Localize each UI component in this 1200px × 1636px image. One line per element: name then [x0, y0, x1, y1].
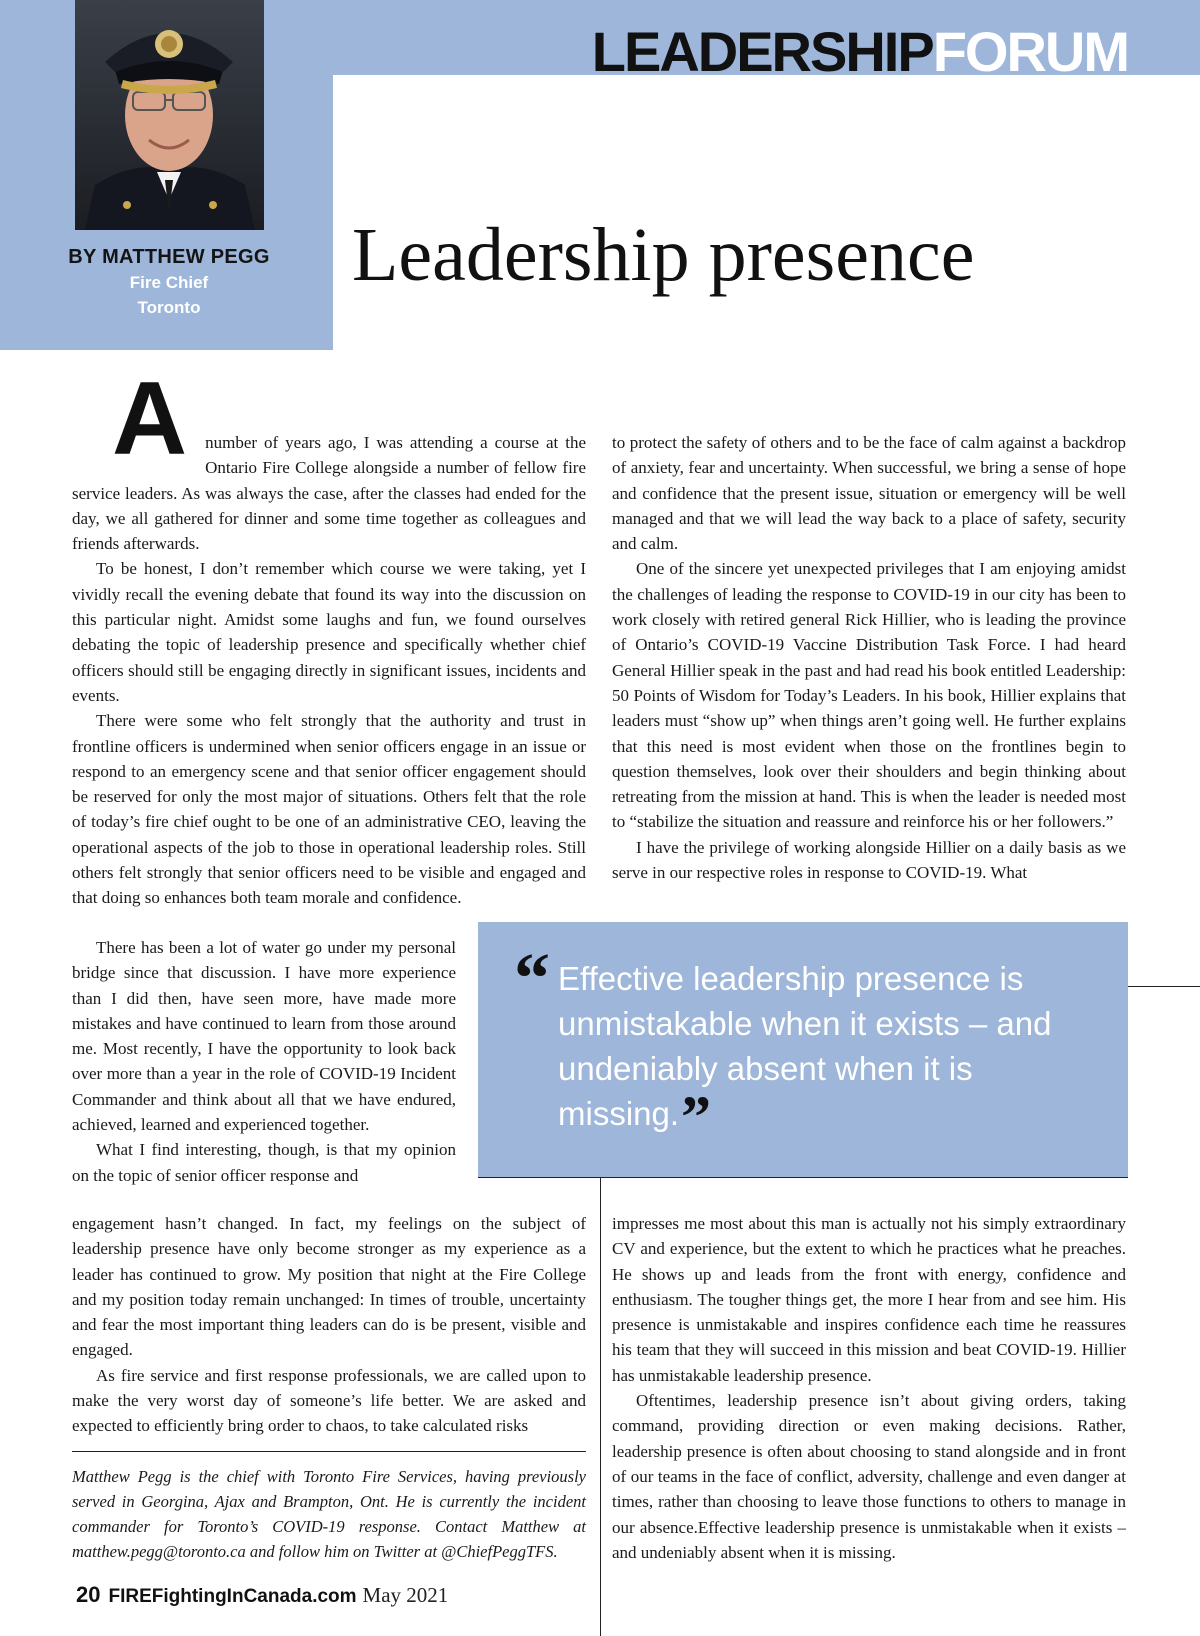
footer-issue-date: May 2021 — [362, 1583, 449, 1607]
open-quote-mark: “ — [514, 938, 550, 1018]
article-column-right-top — [612, 430, 1126, 885]
page-number: 20 — [76, 1582, 101, 1607]
article-paragraph: To be honest, I don’t remember which course we were taking, yet I vividly recall the evening debate that found its way into the discussion on this particular night. Amidst some laughs and fun, we found ourselves debating the topic of leadership presence and specifically whether chief officers should still be engaging directly in significant issues, incidents and events. — [72, 559, 586, 705]
author-bio: Matthew Pegg is the chief with Toronto Fire Services, having previously served in Georgina, Ajax and Brampton, Ont. He is currently the incident commander for Toronto’s COVID-19 response. Contact Matthew at matthew.pegg@toronto.ca and follow him on Twitter at @ChiefPeggTFS. — [72, 1467, 586, 1561]
article-paragraph: There were some who felt strongly that the authority and trust in frontline officers is undermined when senior officers engage in an issue or respond to an emergency scene and that senior officer engagement should be reserved for only the most major of situations. Others felt that the role of today’s fire chief ought to be one of an administrative CEO, leaving the operational aspects of the job to those in operational leadership roles. Still others felt strongly that senior officers need to be visible and engaged and that doing so enhances both team morale and confidence. — [72, 711, 586, 908]
article-paragraph: What I find interesting, though, is that my opinion on the topic of senior officer response and — [72, 1140, 456, 1185]
author-name: BY MATTHEW PEGG — [68, 246, 270, 268]
section-title — [592, 20, 1128, 84]
divider — [478, 1177, 1128, 1178]
article-column-left-middle — [72, 935, 456, 1188]
article-paragraph: to protect the safety of others and to be the face of calm against a backdrop of anxiety, fear and uncertainty. When successful, we bring a sense of hope and confidence that the present issue, situation or emergency will be well managed and that we will lead the way back to a place of safety, security and calm. — [612, 433, 1126, 554]
article-paragraph: As fire service and first response professionals, we are called upon to make the very worst day of someone’s life better. We are asked and expected to efficiently bring order to chaos, to take calculated risks — [72, 1365, 586, 1436]
divider — [72, 1451, 586, 1452]
close-quote-mark: ” — [681, 1084, 712, 1150]
byline — [0, 244, 338, 320]
drop-cap: A — [112, 361, 188, 477]
author-city: Toronto — [137, 298, 201, 317]
author-photo — [75, 0, 264, 230]
article-paragraph: impresses me most about this man is actually not his simply extraordinary CV and experience, but the extent to which he practices what he preaches. He shows up and leads from the front with energy, confidence and enthusiasm. The tougher things get, the more I hear from and see him. His presence is unmistakable and inspires confidence each time he reassures his team that they will succeed in this mission and beat COVID-19. Hillier has unmistakable leadership presence. — [612, 1214, 1126, 1385]
section-title-dark: LEADERSHIP — [591, 20, 933, 83]
article-column-right-bottom — [612, 1211, 1126, 1565]
footer-site: FIREFightingInCanada.com — [108, 1586, 357, 1607]
article-paragraph — [72, 361, 586, 556]
pull-quote-text: Effective leadership presence is unmistakable when it exists – and undeniably absent when it is missing. — [558, 960, 1052, 1132]
article-column-left-bottom — [72, 1211, 586, 1439]
author-title: Fire Chief — [129, 273, 209, 292]
pull-quote — [478, 922, 1128, 1177]
article-paragraph: Oftentimes, leadership presence isn’t about giving orders, taking command, providing direction or even making decisions. Rather, leadership presence is often about choosing to stand alongside and in front of our teams in the face of conflict, adversity, challenge and even danger at times, rather than choosing to leave those functions to others to manage in our absence.Effective leadership presence is unmistakable when it exists – and undeniably absent when it is missing. — [612, 1391, 1126, 1562]
article-paragraph: I have the privilege of working alongside Hillier on a daily basis as we serve in our respective roles in response to COVID-19. What — [612, 837, 1126, 883]
paragraph-text: number of years ago, I was attending a course at the Ontario Fire College alongside a number of fellow fire service leaders. As was always the case, after the classes had ended for the day, we all gathered for dinner and some time together as colleagues and friends afterwards. — [72, 433, 586, 554]
article-headline: Leadership presence — [352, 213, 975, 297]
article-paragraph: There has been a lot of water go under my personal bridge since that discussion. I have more experience than I did then, have seen more, have made more mistakes and have continued to learn from those around me. Most recently, I have the opportunity to look back over more than a year in the role of COVID-19 Incident Commander and think about all that we have endured, achieved, learned and experienced together. — [72, 938, 456, 1135]
article-paragraph: One of the sincere yet unexpected privileges that I am enjoying amidst the challenges of leading the response to COVID-19 in our city has been to work closely with retired general Rick Hillier, who is leading the province of Ontario’s COVID-19 Vaccine Distribution Task Force. I had heard General Hillier speak in the past and had read his book entitled Leadership: 50 Points of Wisdom for Today’s Leaders. In his book, Hillier explains that leaders must “show up” when things aren’t going well. He further explains that this need is most evident when those on the frontlines begin to question themselves, look over their shoulders and begin thinking about retreating from the mission at hand. This is when the leader is needed most to “stabilize the situation and reassure and reinforce his or her followers.” — [612, 559, 1126, 832]
section-title-light: FORUM — [932, 20, 1128, 83]
article-paragraph: engagement hasn’t changed. In fact, my feelings on the subject of leadership presence have only become stronger as my experience as a leader has continued to grow. My position that night at the Fire College and my position today remain unchanged: In times of trouble, uncertainty and fear the most important thing leaders can do is be present, visible and engaged. — [72, 1214, 586, 1360]
page-footer — [76, 1582, 448, 1608]
article-column-left-top — [72, 361, 586, 911]
column-divider — [600, 1177, 601, 1636]
divider — [1128, 986, 1200, 987]
pull-quote-text-block — [558, 956, 1058, 1150]
